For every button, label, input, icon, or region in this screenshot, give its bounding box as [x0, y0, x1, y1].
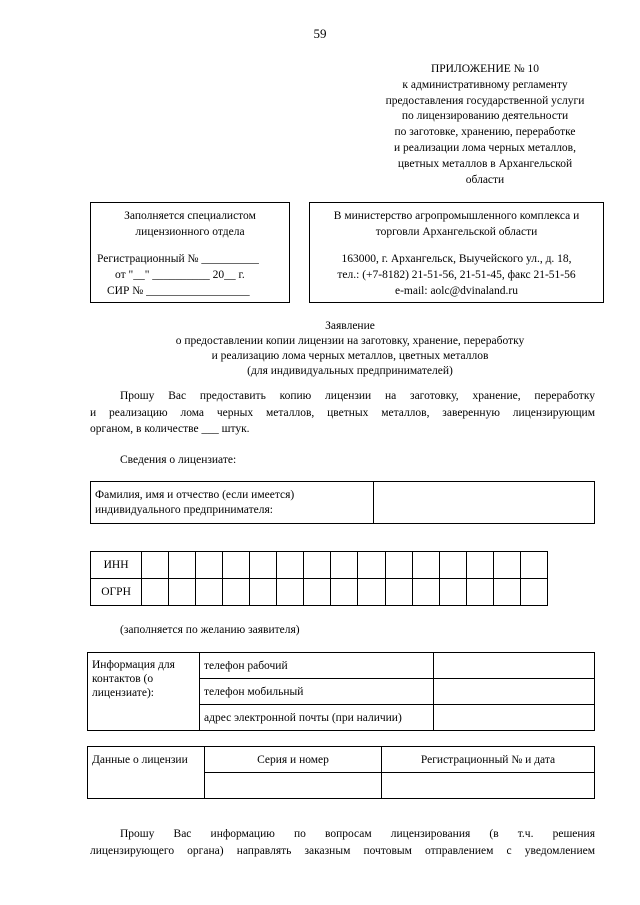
ogrn-digit-cell[interactable] — [385, 579, 412, 606]
appendix-line: области — [465, 173, 505, 186]
ogrn-digit-cell[interactable] — [142, 579, 169, 606]
request-line: Прошу Вас предоставить копию лицензии на заготовку, хранение, переработку — [120, 390, 595, 402]
contacts-table — [87, 652, 595, 731]
appendix-line: и реализации лома черных металлов, — [394, 141, 576, 154]
license-series-header: Серия и номер — [205, 747, 382, 773]
ogrn-digit-cell[interactable] — [304, 579, 331, 606]
ogrn-digit-cell[interactable] — [466, 579, 493, 606]
inn-digit-cell[interactable] — [196, 552, 223, 579]
id-table — [90, 551, 548, 606]
request-line: органом, в количестве ___ штук. — [90, 423, 250, 435]
contacts-label: лицензиате): — [92, 687, 154, 699]
document-title: Заявление — [325, 320, 375, 332]
work-phone-label: телефон рабочий — [200, 653, 434, 679]
final-line: Прошу Вас информацию по вопросам лицензирования (в т.ч. решения — [120, 828, 595, 840]
inn-digit-cell[interactable] — [493, 552, 520, 579]
request-paragraph — [90, 388, 595, 438]
specialist-title: Заполняется специалистом — [124, 210, 256, 222]
contacts-label: контактов (о — [92, 673, 154, 685]
inn-digit-cell[interactable] — [223, 552, 250, 579]
name-label: индивидуального предпринимателя: — [95, 503, 273, 516]
name-label-cell — [91, 482, 374, 524]
registration-number-field[interactable]: Регистрационный № __________ — [97, 253, 259, 265]
ogrn-digit-cell[interactable] — [439, 579, 466, 606]
inn-digit-cell[interactable] — [466, 552, 493, 579]
ministry-title: торговли Архангельской области — [375, 226, 538, 238]
inn-digit-cell[interactable] — [331, 552, 358, 579]
document-subtitle: (для индивидуальных предпринимателей) — [247, 365, 453, 377]
license-regnum-value[interactable] — [382, 773, 595, 799]
appendix-line: по лицензированию деятельности — [401, 110, 569, 123]
inn-digit-cell[interactable] — [304, 552, 331, 579]
license-series-value[interactable] — [205, 773, 382, 799]
name-label: Фамилия, имя и отчество (если имеется) — [95, 488, 295, 501]
ogrn-digit-cell[interactable] — [223, 579, 250, 606]
inn-digit-cell[interactable] — [250, 552, 277, 579]
ogrn-digit-cell[interactable] — [331, 579, 358, 606]
inn-digit-cell[interactable] — [169, 552, 196, 579]
appendix-line: ПРИЛОЖЕНИЕ № 10 — [430, 63, 539, 75]
appendix-line: к административному регламенту — [402, 78, 568, 91]
license-regnum-header: Регистрационный № и дата — [382, 747, 595, 773]
specialist-box — [90, 202, 290, 303]
specialist-title: лицензионного отдела — [135, 226, 245, 238]
ogrn-digit-cell[interactable] — [196, 579, 223, 606]
ministry-phone: тел.: (+7-8182) 21-51-56, 21-51-45, факс 21-51-56 — [337, 269, 576, 281]
optional-note: (заполняется по желанию заявителя) — [120, 624, 300, 636]
inn-digit-cell[interactable] — [385, 552, 412, 579]
license-table — [87, 746, 595, 799]
request-line: и реализацию лома черных металлов, цветных металлов, заверенную лицензирующим — [90, 406, 595, 419]
ministry-title: В министерство агропромышленного комплекса и — [333, 210, 580, 222]
inn-digit-cell[interactable] — [277, 552, 304, 579]
ogrn-row — [91, 579, 548, 606]
appendix-line: цветных металлов в Архангельской — [397, 157, 573, 170]
email-label: адрес электронной почты (при наличии) — [200, 705, 434, 731]
mobile-phone-value[interactable] — [434, 679, 595, 705]
final-paragraph — [90, 826, 595, 859]
inn-digit-cell[interactable] — [142, 552, 169, 579]
license-label: Данные о лицензии — [88, 747, 205, 799]
inn-digit-cell[interactable] — [439, 552, 466, 579]
appendix-line: предоставления государственной услуги — [385, 94, 585, 107]
contacts-label: Информация для — [92, 659, 175, 671]
licensee-info-label: Сведения о лицензиате: — [120, 454, 237, 466]
ogrn-digit-cell[interactable] — [358, 579, 385, 606]
appendix-line: по заготовке, хранению, переработке — [394, 126, 576, 139]
ogrn-digit-cell[interactable] — [250, 579, 277, 606]
ministry-email: e-mail: aolc@dvinaland.ru — [395, 285, 518, 297]
name-table — [90, 481, 595, 524]
ogrn-digit-cell[interactable] — [412, 579, 439, 606]
ministry-address: 163000, г. Архангельск, Выучейского ул., д. 18, — [341, 253, 572, 265]
inn-row — [91, 552, 548, 579]
inn-label: ИНН — [91, 552, 142, 579]
ogrn-digit-cell[interactable] — [277, 579, 304, 606]
document-heading — [0, 319, 640, 379]
registration-date-field[interactable]: от "__" __________ 20__ г. — [115, 269, 245, 281]
final-line: лицензирующего органа) направлять заказным почтовым отправлением с уведомлением — [90, 844, 595, 857]
document-subtitle: и реализацию лома черных металлов, цветных металлов — [211, 350, 489, 362]
mobile-phone-label: телефон мобильный — [200, 679, 434, 705]
contacts-label-cell — [88, 653, 200, 731]
name-value-cell[interactable] — [374, 482, 595, 524]
ogrn-digit-cell[interactable] — [520, 579, 547, 606]
inn-digit-cell[interactable] — [412, 552, 439, 579]
ogrn-digit-cell[interactable] — [169, 579, 196, 606]
email-value[interactable] — [434, 705, 595, 731]
ogrn-digit-cell[interactable] — [493, 579, 520, 606]
ministry-box — [309, 202, 604, 303]
inn-digit-cell[interactable] — [520, 552, 547, 579]
ogrn-label: ОГРН — [91, 579, 142, 606]
work-phone-value[interactable] — [434, 653, 595, 679]
document-subtitle: о предоставлении копии лицензии на заготовку, хранение, переработку — [175, 335, 525, 347]
appendix-header — [340, 62, 630, 188]
page-number: 59 — [313, 26, 327, 41]
inn-digit-cell[interactable] — [358, 552, 385, 579]
sir-number-field[interactable]: СИР № __________________ — [107, 285, 250, 297]
